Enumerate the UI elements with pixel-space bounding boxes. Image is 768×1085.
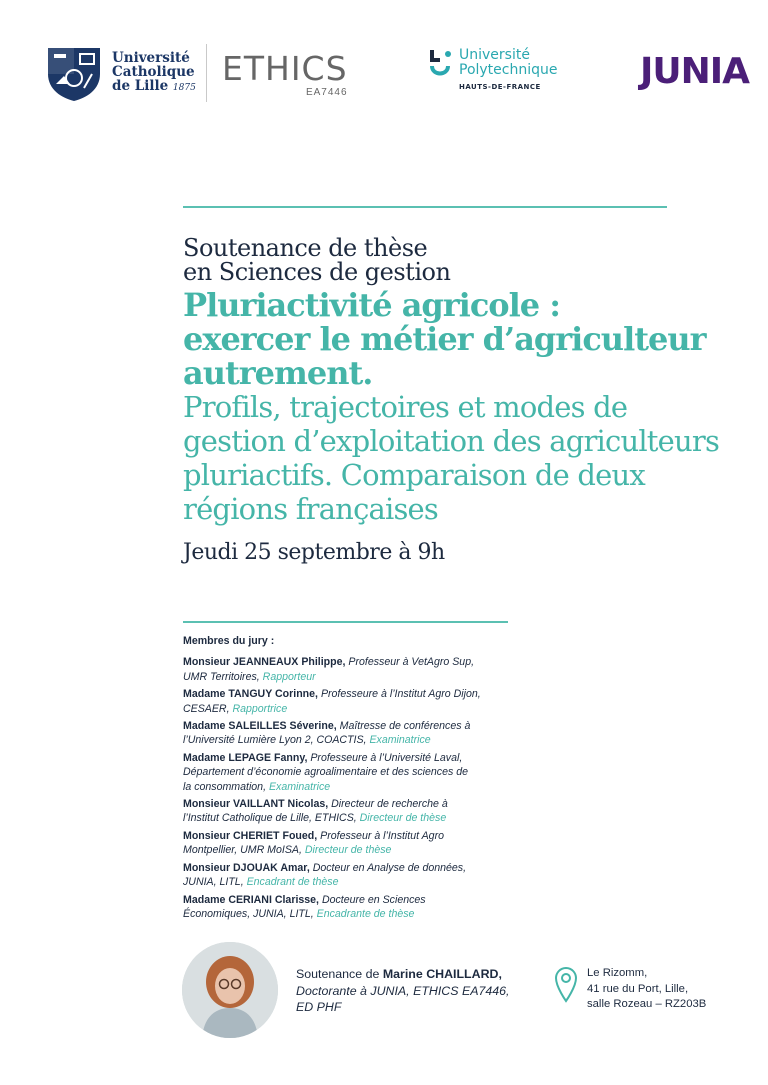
ethics-name: ETHICS: [222, 49, 348, 88]
thesis-subtitle: [183, 390, 743, 526]
member-desc: JUNIA, LITL,: [183, 876, 247, 889]
member-desc: CESAER,: [183, 702, 233, 715]
location-line-1: Le Rizomm,: [587, 967, 648, 979]
member-name: Monsieur CHERIET Foued,: [183, 829, 318, 842]
member-desc: UMR Territoires,: [183, 670, 263, 683]
candidate-prefix: Soutenance de: [296, 967, 383, 981]
member-role: Encadrant de thèse: [246, 876, 339, 889]
ucl-line1: Université: [112, 50, 190, 66]
ucl-year: 1875: [172, 83, 196, 93]
ucl-line2: Catholique: [112, 64, 195, 80]
member-role: Directeur de thèse: [359, 812, 447, 825]
member-role: Examinatrice: [369, 734, 431, 747]
member-name: Monsieur VAILLANT Nicolas,: [183, 798, 329, 811]
member-desc: Professeur à VetAgro Sup,: [345, 656, 475, 669]
thesis-title: [183, 288, 743, 390]
jury-member: [183, 829, 553, 858]
jury-title: Membres du jury :: [183, 635, 275, 647]
jury-member: [183, 797, 553, 826]
candidate-portrait-icon: [182, 942, 278, 1038]
member-desc: la consommation,: [183, 780, 269, 793]
header-divider: [206, 44, 207, 102]
member-desc: l’Institut Catholique de Lille, ETHICS,: [183, 812, 360, 825]
candidate-school: ED PHF: [296, 1000, 342, 1014]
member-name: Monsieur DJOUAK Amar,: [183, 861, 310, 874]
location-pin-icon: [554, 966, 578, 1009]
ucl-line3: de Lille: [112, 78, 169, 94]
member-role: Rapportrice: [232, 702, 288, 715]
member-desc: Département d’économie agroalimentaire et des sciences de: [183, 766, 469, 779]
member-desc: Professeure à l’Institut Agro Dijon,: [318, 688, 481, 701]
jury-member: [183, 687, 553, 716]
member-desc: Économiques, JUNIA, LITL,: [183, 907, 317, 920]
thesis-line-3: autrement.: [183, 354, 373, 392]
ethics-logo: [222, 49, 348, 98]
uphf-line2: Polytechnique: [459, 62, 558, 78]
top-rule: [183, 206, 667, 208]
ucl-logo: [44, 44, 196, 102]
member-desc: Docteure en Sciences: [319, 893, 426, 906]
uphf-line3: HAUTS-DE-FRANCE: [459, 83, 541, 91]
subtitle-line-4: régions françaises: [183, 492, 438, 526]
member-desc: Docteur en Analyse de données,: [309, 861, 467, 874]
member-role: Rapporteur: [262, 670, 316, 683]
member-desc: Maîtresse de conférences à: [336, 720, 471, 733]
defense-date: Jeudi 25 septembre à 9h: [183, 540, 445, 565]
kicker-line-1: Soutenance de thèse: [183, 234, 428, 262]
location-line-2: 41 rue du Port, Lille,: [587, 982, 689, 995]
jury-member: [183, 719, 553, 748]
member-desc: Montpellier, UMR MoISA,: [183, 844, 305, 857]
ethics-code: EA7446: [305, 87, 348, 98]
member-desc: Professeur à l’Institut Agro: [317, 829, 444, 842]
member-name: Madame TANGUY Corinne,: [183, 688, 318, 701]
jury-member: [183, 861, 553, 890]
junia-logo: JUNIA: [640, 51, 750, 92]
ucl-crest-icon: [44, 44, 104, 102]
thesis-line-2: exercer le métier d’agriculteur: [183, 320, 706, 358]
member-role: Directeur de thèse: [304, 844, 392, 857]
member-desc: Directeur de recherche à: [328, 798, 448, 811]
kicker-line-2: en Sciences de gestion: [183, 258, 451, 286]
candidate-info: [296, 966, 509, 1016]
member-role: Examinatrice: [268, 780, 331, 793]
member-name: Monsieur JEANNEAUX Philippe,: [183, 656, 346, 669]
candidate-affiliation: Doctorante à JUNIA, ETHICS EA7446,: [296, 983, 510, 998]
subtitle-line-1: Profils, trajectoires et modes de: [183, 390, 628, 424]
candidate-photo: [182, 942, 278, 1038]
middle-rule: [183, 621, 508, 623]
jury-member: [183, 751, 553, 794]
location-line-3: salle Rozeau – RZ203B: [587, 998, 707, 1010]
thesis-line-1: Pluriactivité agricole :: [183, 286, 561, 324]
member-desc: Professeure à l’Université Laval,: [307, 751, 463, 764]
uphf-mark-icon: [428, 48, 452, 82]
jury-member: [183, 655, 553, 684]
member-name: Madame SALEILLES Séverine,: [183, 720, 337, 733]
candidate-name: Marine CHAILLARD,: [382, 967, 502, 981]
member-name: Madame CERIANI Clarisse,: [183, 893, 320, 906]
title-block: [183, 236, 743, 565]
member-desc: l’Université Lumière Lyon 2, COACTIS,: [183, 734, 370, 747]
uphf-line1: Université: [459, 47, 530, 63]
jury-list: [183, 634, 553, 924]
uphf-logo: [428, 48, 558, 95]
subtitle-line-2: gestion d’exploitation des agriculteurs: [183, 424, 720, 458]
member-name: Madame LEPAGE Fanny,: [183, 751, 308, 764]
subtitle-line-3: pluriactifs. Comparaison de deux: [183, 458, 645, 492]
member-role: Encadrante de thèse: [316, 907, 415, 920]
location-info: [587, 966, 706, 1013]
jury-member: [183, 893, 553, 922]
